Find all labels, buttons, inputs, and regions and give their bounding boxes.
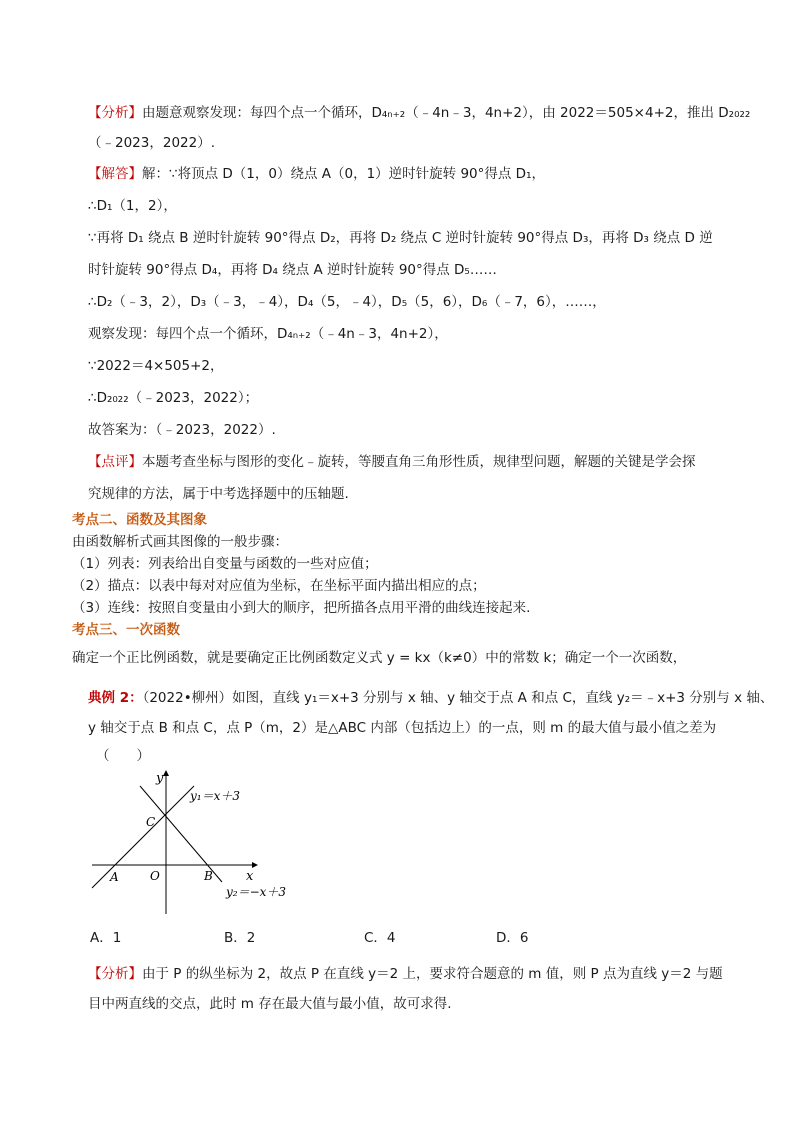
- point-b-label: B: [204, 869, 213, 883]
- answer-line-9: 故答案为：（﹣2023，2022）.: [88, 422, 276, 438]
- answer-text-1: 解：∵将顶点 D（1，0）绕点 A（0，1）逆时针旋转 90°得点 D₁，: [142, 166, 545, 182]
- answer-line-4: 时针旋转 90°得点 D₄，再将 D₄ 绕点 A 逆时针旋转 90°得点 D₅……: [88, 262, 497, 278]
- analysis2-text-1: 由于 P 的纵坐标为 2，故点 P 在直线 y＝2 上，要求符合题意的 m 值，则 P 点为直线 y＝2 与题: [142, 966, 723, 982]
- line-y1-label: y₁＝x＋3: [190, 789, 240, 803]
- analysis-tag: 【分析】: [88, 105, 142, 121]
- answer-line-3: ∵再将 D₁ 绕点 B 逆时针旋转 90°得点 D₂，再将 D₂ 绕点 C 逆时针旋转 90°得点 D₃，再将 D₃ 绕点 D 逆: [88, 230, 713, 246]
- option-a: A．1: [90, 930, 122, 946]
- answer-line-7: ∵2022＝4×505+2，: [88, 358, 224, 374]
- origin-label: O: [150, 869, 160, 883]
- example-line-1: [88, 688, 773, 708]
- analysis2-line-2: 目中两直线的交点，此时 m 存在最大值与最小值，故可求得.: [88, 996, 452, 1012]
- answer-line-1: [88, 164, 545, 184]
- y-axis-arrow-icon: [163, 770, 169, 776]
- analysis2-line-1: [88, 964, 723, 984]
- option-c: C．4: [364, 930, 396, 946]
- comment-line-1: [88, 452, 696, 472]
- section2-intro: 由函数解析式画其图像的一般步骤：: [72, 534, 288, 550]
- example-text-1: （2022•柳州）如图，直线 y₁＝x+3 分别与 x 轴、y 轴交于点 A 和点 C，直线 y₂＝﹣x+3 分别与 x 轴、: [142, 690, 774, 706]
- answer-line-5: ∴D₂（﹣3，2），D₃（﹣3，﹣4），D₄（5，﹣4），D₅（5，6），D₆（﹣7，6），……，: [88, 294, 606, 310]
- section2-step-3: （3）连线：按照自变量由小到大的顺序，把所描各点用平滑的曲线连接起来.: [72, 600, 531, 616]
- section2-step-2: （2）描点：以表中每对对应值为坐标，在坐标平面内描出相应的点；: [72, 578, 486, 594]
- example-line-2: y 轴交于点 B 和点 C，点 P（m，2）是△ABC 内部（包括边上）的一点，则 m 的最大值与最小值之差为: [88, 720, 717, 736]
- option-d: D．6: [496, 930, 529, 946]
- answer-line-8: ∴D₂₀₂₂（﹣2023，2022）；: [88, 390, 259, 406]
- section-title-3: 考点三、一次函数: [72, 622, 180, 638]
- section3-text: 确定一个正比例函数，就是要确定正比例函数定义式 y = kx（k≠0）中的常数 k；确定一个一次函数，: [72, 650, 687, 666]
- line-y2-label: y₂＝−x＋3: [226, 885, 286, 899]
- answer-tag: 【解答】: [88, 166, 142, 182]
- point-c-label: C: [146, 815, 156, 829]
- analysis-line-2: （﹣2023，2022）.: [88, 135, 216, 151]
- line-y1: [92, 786, 194, 888]
- comment-line-2: 究规律的方法，属于中考选择题中的压轴题.: [88, 486, 349, 502]
- answer-line-6: 观察发现：每四个点一个循环，D₄ₙ₊₂（﹣4n﹣3，4n+2），: [88, 326, 448, 342]
- example-tag: 典例 2：: [88, 690, 143, 706]
- function-graph: [86, 768, 286, 916]
- section-title-2: 考点二、函数及其图象: [72, 512, 207, 528]
- answer-line-2: ∴D₁（1，2），: [88, 198, 177, 214]
- comment-tag: 【点评】: [88, 454, 142, 470]
- example-line-3: （ ）: [96, 748, 150, 764]
- point-a-label: A: [110, 870, 119, 884]
- x-axis-arrow-icon: [252, 862, 258, 868]
- analysis-text-1: 由题意观察发现：每四个点一个循环，D₄ₙ₊₂（﹣4n﹣3，4n+2），由 2022＝505×4+2，推出 D₂₀₂₂: [142, 105, 751, 121]
- section2-step-1: （1）列表：列表给出自变量与函数的一些对应值；: [72, 556, 378, 572]
- analysis-line-1: [88, 103, 750, 123]
- y-axis-label: y: [156, 771, 164, 786]
- comment-text-1: 本题考查坐标与图形的变化﹣旋转，等腰直角三角形性质，规律型问题，解题的关键是学会探: [142, 454, 696, 470]
- x-axis-label: x: [246, 869, 254, 884]
- option-b: B．2: [224, 930, 256, 946]
- analysis2-tag: 【分析】: [88, 966, 142, 982]
